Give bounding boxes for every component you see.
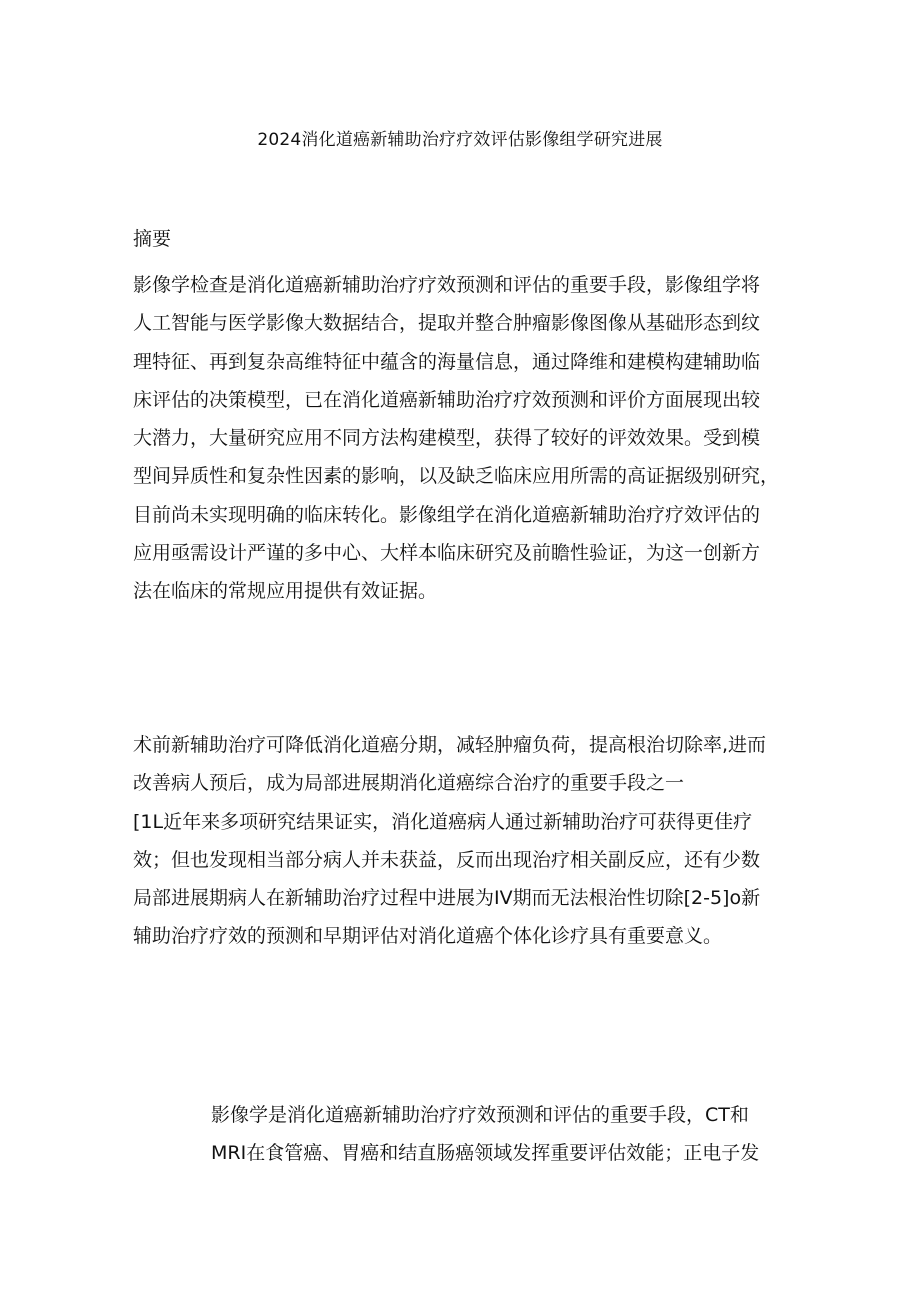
abstract-line: 目前尚未实现明确的临床转化。影像组学在消化道癌新辅助治疗疗效评估的 [133, 503, 761, 526]
abstract-line: 人工智能与医学影像大数据结合，提取并整合肿瘤影像图像从基础形态到纹 [133, 312, 761, 335]
intro-line: [1L近年来多项研究结果证实，消化道癌病人通过新辅助治疗可获得更佳疗 [133, 810, 753, 833]
intro-line: 效；但也发现相当部分病人并未获益，反而出现治疗相关副反应，还有少数 [133, 848, 761, 871]
abstract-line: 法在临床的常规应用提供有效证据。 [133, 580, 438, 603]
abstract-line: 理特征、再到复杂高维特征中蕴含的海量信息，通过降维和建模构建辅助临 [133, 350, 761, 373]
abstract-heading: 摘要 [133, 228, 172, 250]
abstract-line: 大潜力，大量研究应用不同方法构建模型，获得了较好的评效效果。受到模 [133, 427, 761, 450]
abstract-line: 影像学检查是消化道癌新辅助治疗疗效预测和评估的重要手段，影像组学将 [133, 274, 761, 296]
intro-paragraph [133, 726, 795, 956]
imaging-line: 影像学是消化道癌新辅助治疗疗效预测和评估的重要手段，CT和 [211, 1104, 749, 1126]
abstract-line: 床评估的决策模型，已在消化道癌新辅助治疗疗效预测和评价方面展现出较 [133, 388, 761, 411]
document-title: 2024消化道癌新辅助治疗疗效评估影像组学研究进展 [257, 130, 663, 150]
intro-line: 辅助治疗疗效的预测和早期评估对消化道癌个体化诊疗具有重要意义。 [133, 925, 723, 948]
intro-line: 术前新辅助治疗可降低消化道癌分期，减轻肿瘤负荷，提高根治切除率,进而 [133, 734, 767, 756]
abstract-paragraph [133, 266, 795, 611]
imaging-line: MRI在食管癌、胃癌和结直肠癌领域发挥重要评估效能；正电子发 [211, 1142, 760, 1165]
imaging-paragraph [211, 1096, 795, 1173]
abstract-line: 型间异质性和复杂性因素的影响，以及缺乏临床应用所需的高证据级别研究， [133, 465, 780, 488]
intro-line: 局部进展期病人在新辅助治疗过程中进展为IV期而无法根治性切除[2-5]o新 [133, 887, 761, 910]
intro-line: 改善病人预后，成为局部进展期消化道癌综合治疗的重要手段之一 [133, 772, 685, 795]
abstract-line: 应用亟需设计严谨的多中心、大样本临床研究及前瞻性验证，为这一创新方 [133, 542, 761, 565]
